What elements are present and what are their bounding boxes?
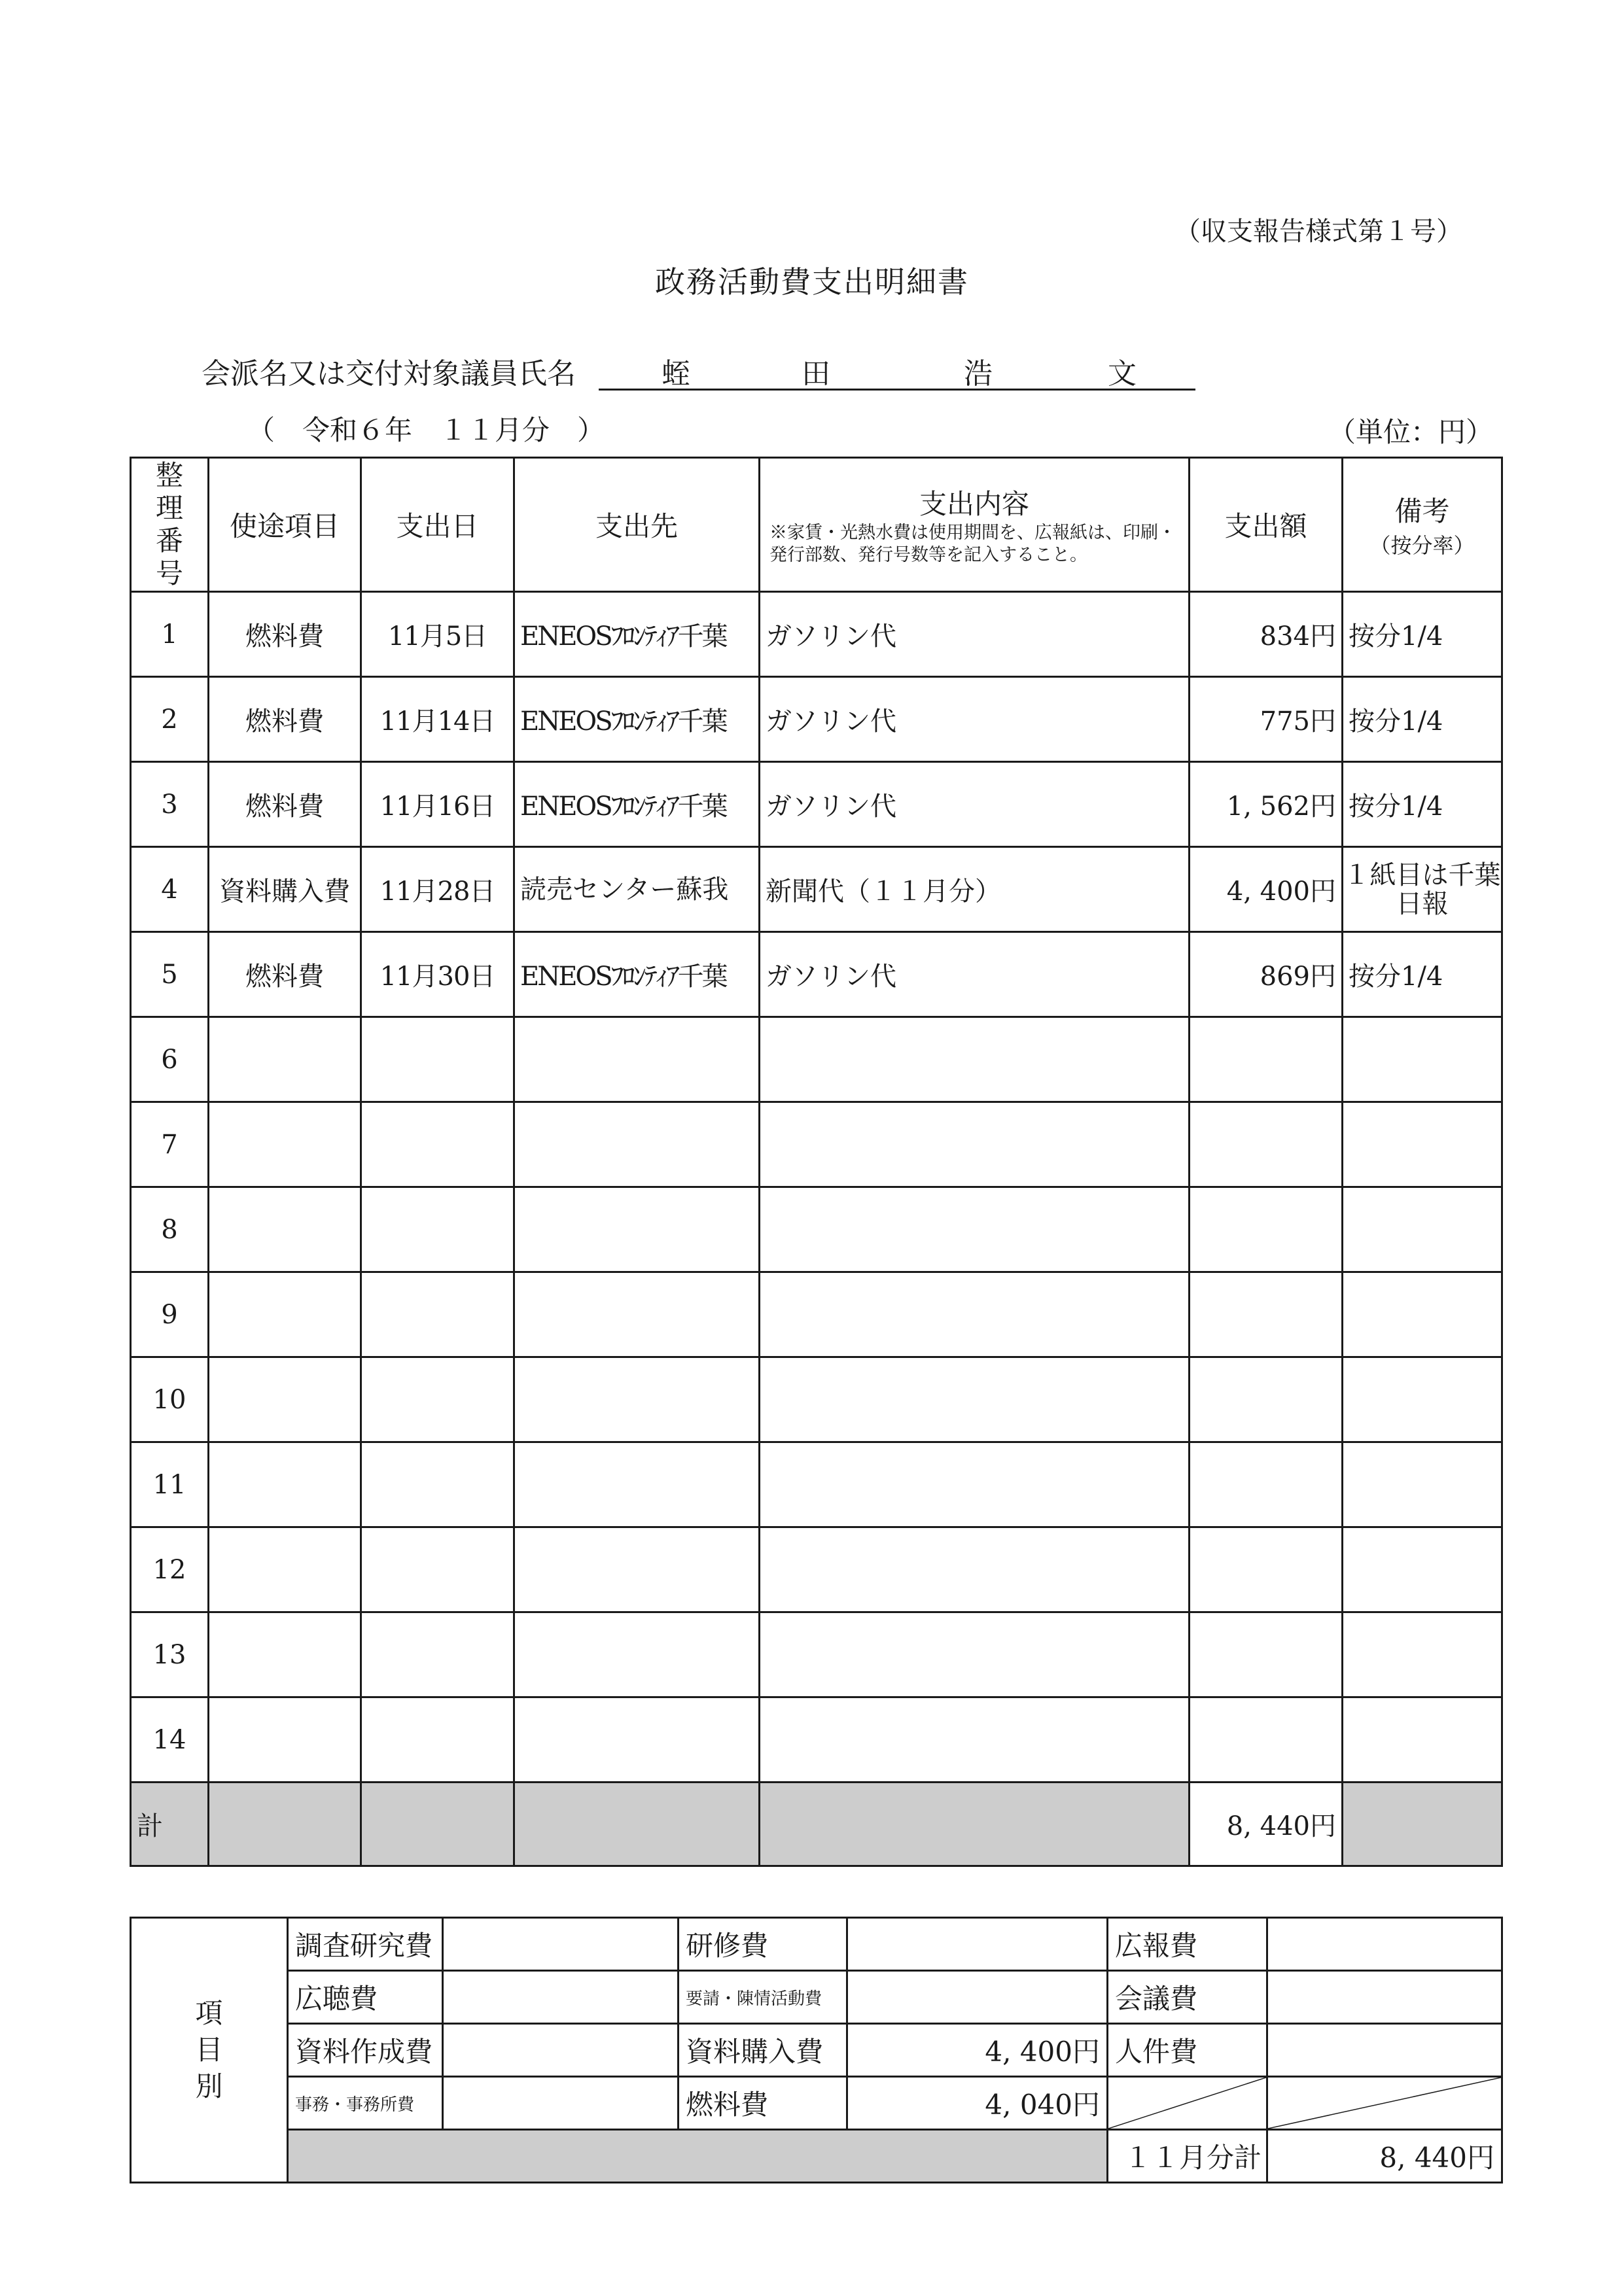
row-payee [514,1017,760,1102]
row-category [209,1697,361,1783]
summary-label: 人件費 [1108,2024,1267,2077]
row-no: 7 [131,1102,209,1187]
row-amount: 869円 [1190,932,1343,1017]
row-amount: 834円 [1190,592,1343,677]
row-content: 新聞代（１１月分） [760,847,1190,932]
row-remarks [1343,1527,1502,1612]
table-row [131,1612,1502,1697]
table-row [131,847,1502,932]
row-no: 10 [131,1357,209,1442]
summary-amount [1267,1918,1502,1971]
row-amount [1190,1442,1343,1527]
row-remarks [1343,1187,1502,1272]
summary-label: 調査研究費 [288,1918,443,1971]
col-header-no: 整理番号 [131,458,209,592]
row-no: 13 [131,1612,209,1697]
summary-label: 広聴費 [288,1971,443,2024]
struck-cell [1108,2077,1267,2130]
row-date [361,1017,514,1102]
row-date: 11月30日 [361,932,514,1017]
row-payee [514,1357,760,1442]
row-remarks [1343,1357,1502,1442]
summary-label: 要請・陳情活動費 [679,1971,847,2024]
summary-row [131,2024,1502,2077]
row-remarks: １紙目は千葉日報 [1343,847,1502,932]
summary-amount [1267,1971,1502,2024]
content-header-note: ※家賃・光熱水費は使用期間を、広報紙は、印刷・発行部数、発行号数等を記入すること。 [769,523,1176,565]
name-char: 田 [802,357,830,391]
col-header-remarks [1343,458,1502,592]
row-content: ガソリン代 [760,677,1190,762]
row-date [361,1102,514,1187]
row-date: 11月5日 [361,592,514,677]
row-content: ガソリン代 [760,762,1190,847]
row-remarks: 按分1/4 [1343,932,1502,1017]
summary-heading: 項目別 [131,1918,288,2183]
row-amount [1190,1187,1343,1272]
row-amount [1190,1357,1343,1442]
row-no: 6 [131,1017,209,1102]
row-category [209,1187,361,1272]
col-header-date: 支出日 [361,458,514,592]
row-date [361,1697,514,1783]
total-blank [209,1783,361,1866]
form-number: （収支報告様式第１号） [1174,217,1462,247]
row-remarks [1343,1102,1502,1187]
name-char: 蛭 [662,357,690,391]
summary-label: 資料購入費 [679,2024,847,2077]
total-blank [514,1783,760,1866]
row-category [209,1102,361,1187]
table-row [131,1697,1502,1783]
row-no: 1 [131,592,209,677]
row-amount [1190,1017,1343,1102]
row-category: 燃料費 [209,932,361,1017]
row-category: 燃料費 [209,592,361,677]
row-category [209,1017,361,1102]
expense-table [130,457,1503,1867]
table-row [131,1017,1502,1102]
table-row [131,1272,1502,1357]
content-header-label: 支出内容 [919,488,1029,520]
row-category [209,1357,361,1442]
col-header-amount: 支出額 [1190,458,1343,592]
row-payee [514,1187,760,1272]
summary-label: 事務・事務所費 [288,2077,443,2130]
remarks-header-sub: （按分率） [1369,533,1475,558]
row-payee: ENEOSﾌﾛﾝﾃｨｱ千葉 [514,932,760,1017]
summary-total-row [131,2130,1502,2183]
row-content [760,1527,1190,1612]
row-payee [514,1527,760,1612]
row-amount [1190,1612,1343,1697]
row-no: 5 [131,932,209,1017]
summary-label: 広報費 [1108,1918,1267,1971]
row-payee [514,1272,760,1357]
row-amount [1190,1272,1343,1357]
row-payee [514,1102,760,1187]
row-category: 燃料費 [209,762,361,847]
row-date [361,1442,514,1527]
table-row [131,1187,1502,1272]
row-content [760,1272,1190,1357]
name-char: 浩 [964,357,993,391]
remarks-header-label: 備考 [1394,495,1450,527]
row-remarks [1343,1612,1502,1697]
summary-label: 会議費 [1108,1971,1267,2024]
row-payee: ENEOSﾌﾛﾝﾃｨｱ千葉 [514,677,760,762]
row-date: 11月16日 [361,762,514,847]
name-label: 会派名又は交付対象議員氏名 [202,357,576,391]
row-date [361,1357,514,1442]
row-payee: ENEOSﾌﾛﾝﾃｨｱ千葉 [514,762,760,847]
row-date [361,1612,514,1697]
table-row [131,932,1502,1017]
row-content: ガソリン代 [760,932,1190,1017]
row-category: 資料購入費 [209,847,361,932]
row-no: 2 [131,677,209,762]
total-label: 計 [131,1783,209,1866]
row-category [209,1442,361,1527]
table-header-row [131,458,1502,592]
row-content [760,1017,1190,1102]
month-total-amount: 8, 440円 [1267,2130,1502,2183]
row-no: 12 [131,1527,209,1612]
summary-amount: 4, 400円 [847,2024,1108,2077]
row-content [760,1442,1190,1527]
row-amount [1190,1697,1343,1783]
row-category [209,1612,361,1697]
row-payee: ENEOSﾌﾛﾝﾃｨｱ千葉 [514,592,760,677]
summary-label: 資料作成費 [288,2024,443,2077]
row-date [361,1187,514,1272]
row-content [760,1102,1190,1187]
summary-row [131,2077,1502,2130]
row-remarks [1343,1697,1502,1783]
row-category [209,1272,361,1357]
table-row [131,1442,1502,1527]
row-remarks: 按分1/4 [1343,592,1502,677]
month-total-label: １１月分計 [1108,2130,1267,2183]
row-no: 11 [131,1442,209,1527]
total-blank [760,1783,1190,1866]
row-amount [1190,1527,1343,1612]
row-content [760,1697,1190,1783]
summary-amount [443,2077,679,2130]
total-amount: 8, 440円 [1190,1783,1343,1866]
row-remarks: 按分1/4 [1343,762,1502,847]
category-summary-table [130,1917,1503,2183]
row-amount [1190,1102,1343,1187]
summary-amount [847,1971,1108,2024]
row-content: ガソリン代 [760,592,1190,677]
row-date [361,1527,514,1612]
row-category [209,1527,361,1612]
row-date [361,1272,514,1357]
col-header-category: 使途項目 [209,458,361,592]
table-row [131,1102,1502,1187]
row-content [760,1187,1190,1272]
summary-blank [288,2130,1108,2183]
member-name [599,347,1195,391]
col-header-content [760,458,1190,592]
name-char: 文 [1108,357,1137,391]
row-no: 8 [131,1187,209,1272]
summary-amount: 4, 040円 [847,2077,1108,2130]
table-row [131,677,1502,762]
row-date: 11月28日 [361,847,514,932]
summary-row [131,1971,1502,2024]
summary-amount [443,1918,679,1971]
row-no: 9 [131,1272,209,1357]
summary-amount [443,1971,679,2024]
total-blank [1343,1783,1502,1866]
table-row [131,592,1502,677]
struck-cell [1267,2077,1502,2130]
row-payee [514,1612,760,1697]
total-row [131,1783,1502,1866]
table-row [131,762,1502,847]
document-title: 政務活動費支出明細書 [655,264,969,300]
row-no: 4 [131,847,209,932]
row-date: 11月14日 [361,677,514,762]
row-content [760,1612,1190,1697]
col-header-payee: 支出先 [514,458,760,592]
summary-amount [443,2024,679,2077]
row-payee [514,1442,760,1527]
row-amount: 1, 562円 [1190,762,1343,847]
report-period: （ 令和６年 １１月分 ） [247,414,605,446]
total-blank [361,1783,514,1866]
summary-amount [1267,2024,1502,2077]
row-amount: 4, 400円 [1190,847,1343,932]
table-row [131,1527,1502,1612]
row-category: 燃料費 [209,677,361,762]
row-no: 14 [131,1697,209,1783]
summary-amount [847,1918,1108,1971]
row-payee [514,1697,760,1783]
table-row [131,1357,1502,1442]
summary-label: 燃料費 [679,2077,847,2130]
row-remarks [1343,1017,1502,1102]
row-content [760,1357,1190,1442]
summary-label: 研修費 [679,1918,847,1971]
summary-row [131,1918,1502,1971]
unit-label: （単位：円） [1328,416,1494,448]
row-payee: 読売センター蘇我 [514,847,760,932]
row-remarks: 按分1/4 [1343,677,1502,762]
row-amount: 775円 [1190,677,1343,762]
row-no: 3 [131,762,209,847]
row-remarks [1343,1442,1502,1527]
row-remarks [1343,1272,1502,1357]
